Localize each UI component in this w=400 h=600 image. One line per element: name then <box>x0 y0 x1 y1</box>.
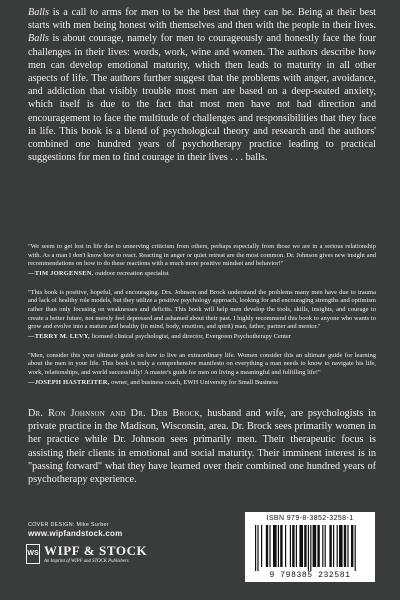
isbn-barcode <box>245 512 375 582</box>
description-text: is a call to arms for men to be the best that they can be. Being at their best starts with men being honest with themselves and then with the people in their lives. <box>28 7 376 32</box>
description-text: is about courage, namely for men to courageously and honestly face the four challenges in their lives: words, work, wine and women. The authors describe how men can develop emotional maturity, which then leads to maturity in all other aspects of life. The authors further suggest that the problems with anger, avoidance, and addiction that visibly trouble most men are based on a deep-seated anxiety, which itself is due to the fact that most men have not had direction and encouragement to face the multitude of challenges and responsibilities that they face in life. This book is a blend of psychological theory and research and the authors' combined one hundred years of psychotherapy practice leading to practical suggestions for men to find courage in their lives . . . balls. <box>28 33 376 164</box>
author-names: Dr. Ron Johnson and Dr. Deb Brock, <box>28 408 203 419</box>
bio-text: husband and wife, are psychologists in private practice in the Madison, Wisconsin, area. Dr. Brock sees primarily women in her practice while Dr. Johnson sees primarily men. Their therapeutic focus is assisting their clients in emotional and social maturity. Their imminent interest is in "passing forward" what they have learned over their combined one hundred years of psychotherapy experience. <box>28 408 376 486</box>
endorsement-attribution <box>28 269 376 278</box>
publisher-name: WIPF & STOCK <box>44 543 148 558</box>
title-italic: Balls <box>28 7 49 18</box>
barcode-bar <box>296 525 297 567</box>
barcode-bar <box>269 525 270 567</box>
cover-design-credit: COVER DESIGN: Mike Surber <box>28 522 109 528</box>
endorsement-text: "We seem to get lost in life due to unnerving criticism from others, perhaps especially from those we are in a serious relationship with. As a man I don't know how to react. Reacting in anger or quiet retreat are the most common. Dr. Johnson gives new insight and recommendations on how to do these reactions with a much more positive mindset and behavior!" <box>28 243 376 268</box>
barcode-bar <box>278 525 279 567</box>
publisher-tagline: An Imprint of WIPF and STOCK Publishers <box>44 559 129 564</box>
endorsement-attribution <box>28 378 376 387</box>
barcode-bar <box>261 525 262 567</box>
endorser-role: licensed clinical psychologist, and director, Evergreen Psychotherapy Center <box>89 332 291 340</box>
barcode-bar <box>355 525 356 571</box>
barcode-bar <box>337 525 338 567</box>
barcode-bar <box>339 525 343 567</box>
barcode-bar <box>299 525 303 567</box>
endorsement-text: "Men, consider this your ultimate guide on how to live an extraordinary life. Women consider this an ultimate guide for learning about the men in your life. This book is truly a comprehensive manifesto on everything a man needs to know to navigate his life, work, relationships, and world successfully! A master's guide for men on living a meaningful and fulfilling life!" <box>28 351 376 376</box>
endorsement <box>28 352 376 387</box>
endorser-name: —TERRY M. LEVY, <box>28 332 90 340</box>
barcode-bar <box>347 525 348 567</box>
barcode-bar <box>257 525 258 571</box>
endorsements <box>28 243 376 398</box>
barcode-bar <box>266 525 268 567</box>
barcode-bar <box>322 525 323 567</box>
barcode-bar <box>290 525 291 567</box>
barcode-bar <box>333 525 334 567</box>
barcode-bar <box>273 525 277 567</box>
barcode-bar <box>304 525 306 567</box>
endorsement <box>28 289 376 341</box>
barcode-bar <box>351 525 353 567</box>
barcode-bar <box>292 525 294 567</box>
endorser-name: —TIM JORGENSEN, <box>28 269 94 277</box>
barcode-icon <box>253 525 367 571</box>
barcode-bar <box>255 525 256 571</box>
barcode-digits: 9 798385 232581 <box>269 571 351 580</box>
barcode-bar <box>310 525 311 571</box>
book-description <box>28 6 376 164</box>
publisher-logo <box>26 543 176 569</box>
barcode-bar <box>280 525 282 567</box>
publisher-mark-icon: WS <box>26 544 40 564</box>
barcode-bar <box>325 525 326 567</box>
barcode-bar <box>344 525 346 567</box>
author-bio <box>28 407 376 486</box>
endorser-role: owner, and business coach, EWH University for Small Business <box>109 378 278 386</box>
endorser-name: —JOSEPH HASTREITER, <box>28 378 110 386</box>
endorsement-attribution <box>28 332 376 341</box>
barcode-bar <box>317 525 319 567</box>
barcode-bar <box>285 525 286 567</box>
endorsement-text: "This book is positive, hopeful, and encouraging. Drs. Johnson and Brock understand the problems many men have due to trauma and lack of healthy role models, but they utilize a positive psychology approach, looking for and encouraging strengths and optimism rather than only focusing on weaknesses and deficits. This book will help men develop the tools, skills, insights, and courage to create a better future, not merely feel depressed and ashamed about their past. I highly recommend this book to anyone who wants to grow and evolve into a mature and healthy (in mind, body, emotion, and spirit) man, father, partner and mentor." <box>28 288 376 331</box>
title-italic: Balls <box>28 33 49 45</box>
isbn-label: ISBN 979-8-3852-3258-1 <box>266 515 354 522</box>
barcode-bar <box>308 525 309 571</box>
publisher-url[interactable]: www.wipfandstock.com <box>28 529 123 538</box>
endorser-role: outdoor recreation specialist <box>93 269 169 277</box>
endorsement <box>28 243 376 278</box>
barcode-bar <box>329 525 331 567</box>
barcode-bar <box>313 525 317 567</box>
